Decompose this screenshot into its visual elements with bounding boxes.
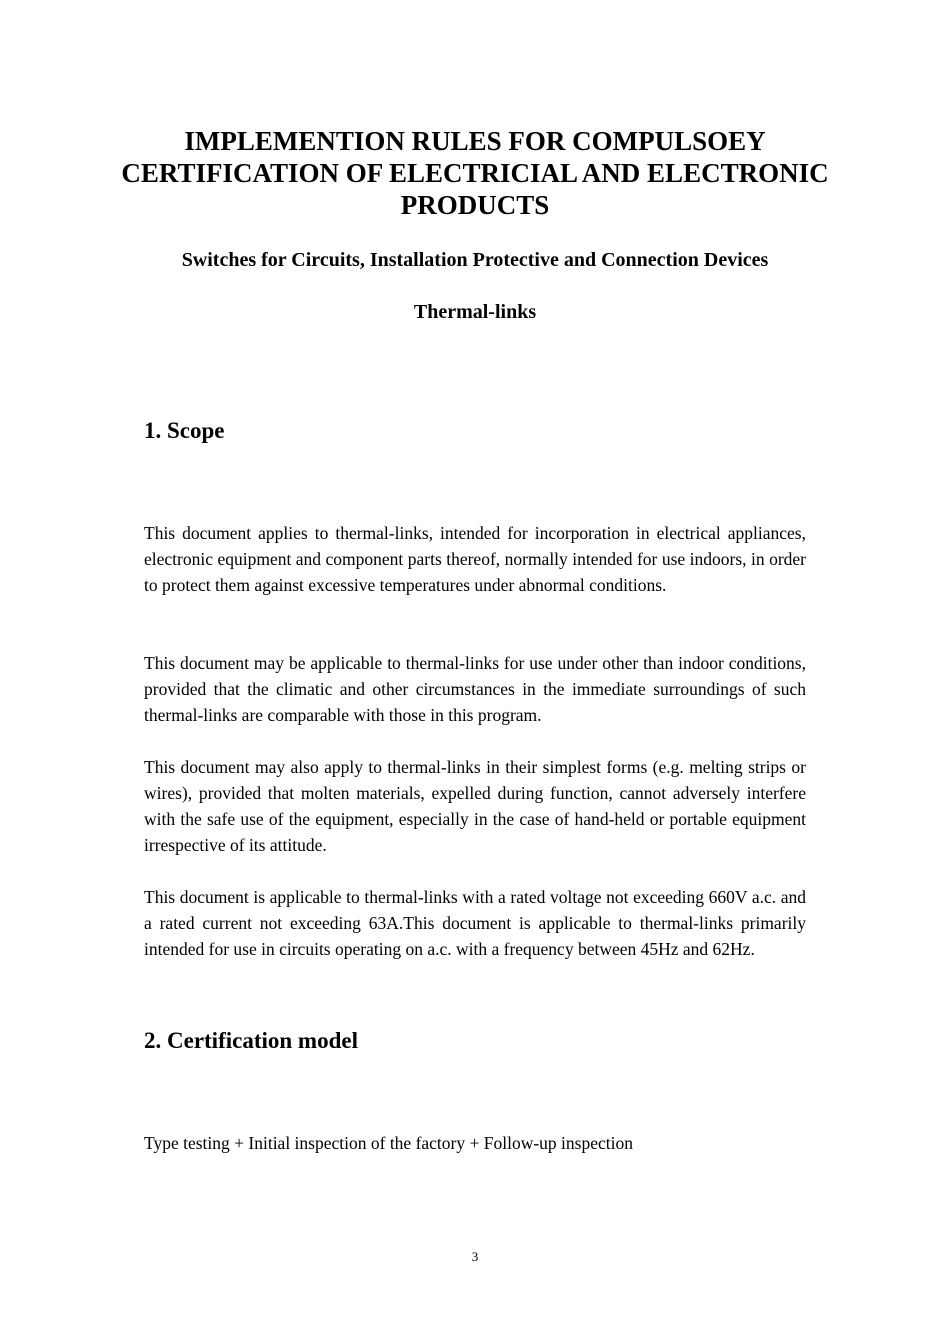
section-heading-scope: 1. Scope	[144, 418, 225, 443]
scope-paragraph: This document applies to thermal-links, intended for incorporation in electrical appliances, electronic equipment and component parts thereof, normally intended for use indoors, in order to protect them against excessive temperatures under abnormal conditions.	[144, 523, 806, 595]
scope-paragraph: This document may be applicable to thermal-links for use under other than indoor conditions, provided that the climatic and other circumstances in the immediate surroundings of such thermal-links are comparable with those in this program.	[144, 653, 806, 725]
scope-paragraph: This document may also apply to thermal-links in their simplest forms (e.g. melting strips or wires), provided that molten materials, expelled during function, cannot adversely interfere with the safe use of the equipment, especially in the case of hand-held or portable equipment irrespective of its attitude.	[144, 757, 806, 855]
scope-paragraph: This document is applicable to thermal-links with a rated voltage not exceeding 660V a.c. and a rated current not exceeding 63A.This document is applicable to thermal-links primarily intended for use in circuits operating on a.c. with a frequency between 45Hz and 62Hz.	[144, 887, 806, 959]
document-title: IMPLEMENTION RULES FOR COMPULSOEY CERTIFICATION OF ELECTRICIAL AND ELECTRONIC PRODUCTS	[121, 126, 829, 220]
section-heading-certification-model: 2. Certification model	[144, 1028, 358, 1053]
certification-model-text: Type testing + Initial inspection of the factory + Follow-up inspection	[144, 1133, 633, 1153]
page-number: 3	[471, 1249, 479, 1264]
document-subtitle: Switches for Circuits, Installation Protective and Connection Devices	[181, 249, 769, 271]
product-name: Thermal-links	[413, 301, 537, 323]
